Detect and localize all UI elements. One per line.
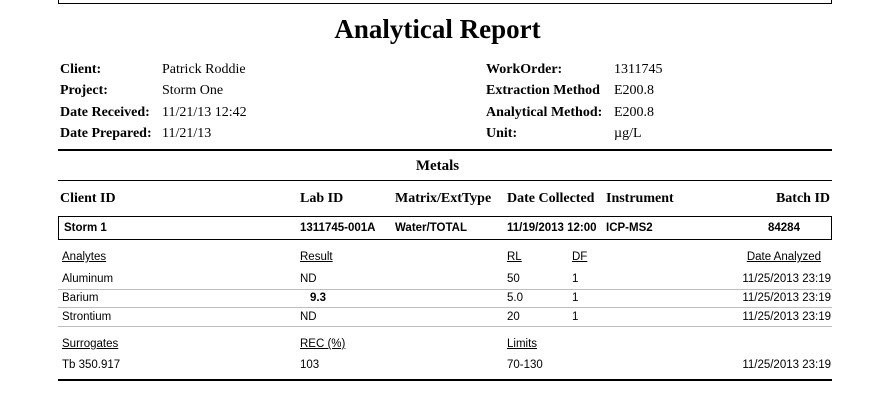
col-batch-id: Batch ID xyxy=(775,191,830,206)
analyte-rl: 5.0 xyxy=(507,292,523,304)
surrogate-name: Tb 350.917 xyxy=(62,359,121,371)
project-value: Storm One xyxy=(162,83,224,98)
col-date-collected: Date Collected xyxy=(507,191,595,206)
date-prepared-label: Date Prepared: xyxy=(60,126,152,141)
extraction-method-label: Extraction Method xyxy=(486,83,600,98)
sample-instrument: ICP-MS2 xyxy=(606,222,653,234)
analyte-rl: 50 xyxy=(507,273,520,285)
unit-value: µg/L xyxy=(614,126,642,141)
section-rule-bottom xyxy=(58,180,832,181)
sample-date-collected: 11/19/2013 12:00 xyxy=(507,222,597,234)
workorder-label: WorkOrder: xyxy=(486,62,563,77)
page-top-frame xyxy=(58,0,832,4)
client-value: Patrick Roddie xyxy=(162,62,246,77)
analyte-df: 1 xyxy=(572,292,579,304)
row-divider xyxy=(58,307,832,308)
analyte-date: 11/25/2013 23:19 xyxy=(742,292,831,304)
result-header: Result xyxy=(300,251,333,263)
unit-label: Unit: xyxy=(486,126,518,141)
sample-batch-id: 84284 xyxy=(768,222,800,234)
surrogate-date: 11/25/2013 23:19 xyxy=(742,359,831,371)
limits-header: Limits xyxy=(507,338,538,350)
row-divider xyxy=(58,289,832,290)
report-title: Analytical Report xyxy=(334,14,541,44)
client-label: Client: xyxy=(60,62,102,77)
analyte-rl: 20 xyxy=(507,311,520,323)
project-label: Project: xyxy=(60,83,108,98)
surrogate-limits: 70-130 xyxy=(507,359,543,371)
analytical-method-value: E200.8 xyxy=(614,105,655,120)
analyte-df: 1 xyxy=(572,273,579,285)
table-bottom-rule xyxy=(58,379,832,381)
sample-matrix: Water/TOTAL xyxy=(395,222,467,234)
analyte-result: ND xyxy=(300,311,317,323)
analyte-result: 9.3 xyxy=(310,292,326,304)
section-rule-top xyxy=(58,149,832,151)
analytes-header: Analytes xyxy=(62,251,107,263)
analyte-name: Barium xyxy=(62,292,99,304)
surrogate-rec: 103 xyxy=(300,359,320,371)
date-received-value: 11/21/13 12:42 xyxy=(162,105,247,120)
analyte-name: Aluminum xyxy=(62,273,114,285)
date-received-label: Date Received: xyxy=(60,105,150,120)
col-matrix: Matrix/ExtType xyxy=(395,191,492,206)
col-lab-id: Lab ID xyxy=(300,191,344,206)
row-divider xyxy=(58,326,832,327)
date-analyzed-header: Date Analyzed xyxy=(746,251,821,263)
workorder-value: 1311745 xyxy=(614,62,663,77)
col-instrument: Instrument xyxy=(606,191,674,206)
rec-header: REC (%) xyxy=(300,338,346,350)
df-header: DF xyxy=(572,251,588,263)
surrogates-header: Surrogates xyxy=(62,338,119,350)
analyte-result: ND xyxy=(300,273,317,285)
sample-client-id: Storm 1 xyxy=(64,222,107,234)
analyte-date: 11/25/2013 23:19 xyxy=(742,273,831,285)
analyte-name: Strontium xyxy=(62,311,112,323)
col-client-id: Client ID xyxy=(60,191,116,206)
sample-lab-id: 1311745-001A xyxy=(300,222,376,234)
section-title: Metals xyxy=(415,158,460,174)
analyte-date: 11/25/2013 23:19 xyxy=(742,311,831,323)
rl-header: RL xyxy=(507,251,522,263)
analyte-df: 1 xyxy=(572,311,579,323)
date-prepared-value: 11/21/13 xyxy=(162,126,212,141)
analytical-method-label: Analytical Method: xyxy=(486,105,603,120)
extraction-method-value: E200.8 xyxy=(614,83,655,98)
